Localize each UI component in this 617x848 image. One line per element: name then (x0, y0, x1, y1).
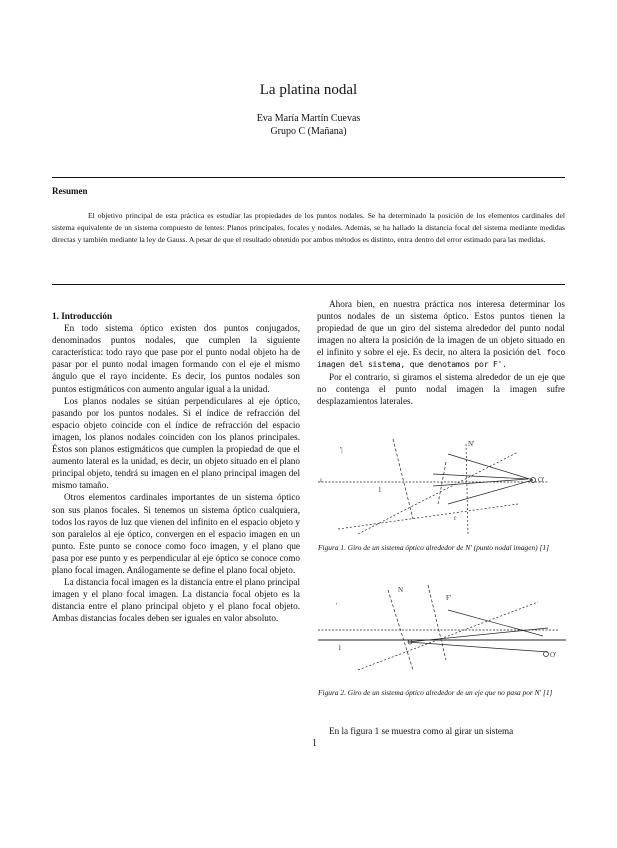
left-column (52, 310, 300, 624)
abstract-heading: Resumen (52, 186, 88, 196)
abstract-bottom-rule (52, 284, 565, 285)
figure-2 (318, 580, 568, 684)
svg-text:N': N' (468, 440, 475, 448)
paragraph: La distancia focal imagen es la distancia entre el plano principal imagen y el plano focal imagen. La distancia focal objeto es la distancia entre el plano principal objeto y el plano focal objeto. Ambas distancias focales deben ser iguales en valor absoluto. (52, 577, 300, 624)
svg-text:'|: '| (340, 446, 343, 454)
figure-1 (318, 434, 568, 538)
paragraph-text-mono: del foco imagen del sistema, que denotamos por F'. (317, 347, 566, 370)
section-heading: 1. Introducción (52, 311, 113, 321)
paragraph: Otros elementos cardinales importantes de un sistema óptico son sus planos focales. Si tenemos un sistema óptico cualquiera, todos los rayos de luz que vienen del infinito en el espacio objeto y son paralelos al eje óptico, convergen en el espacio imagen en un punto. Este punto se conoce como foco imagen, y el plano que pasa por ese punto y es perpendicular al eje óptico se conoce como plano focal imagen. Análogamente se define el plano focal objeto. (52, 492, 300, 575)
svg-text:O': O' (538, 476, 545, 484)
svg-text:1: 1 (378, 486, 382, 494)
paragraph: Los planos nodales se sitúan perpendiculares al eje óptico, pasando por los puntos nodales. Si el índice de refracción del espacio objeto coincide con el índice de refracción del espacio imagen, los planos nodales coinciden con los planos principales. Éstos son planos estigmáticos que cumplen la propiedad de que el aumento lateral es la unidad, es decir, un objeto situado en el plano principal objeto, tendrá su imagen en el plano principal imagen del mismo tamaño. (52, 395, 300, 491)
abstract-text (52, 210, 565, 246)
author-block (0, 112, 617, 138)
svg-text:F': F' (446, 594, 452, 602)
paper-title: La platina nodal (259, 82, 358, 98)
svg-text:1: 1 (338, 644, 342, 652)
author-name: Eva María Martín Cuevas (256, 113, 361, 124)
abstract-body: El objetivo principal de esta práctica es estudiar las propiedades de los puntos nodales. Se ha determinado la posición de los elementos cardinales del sistema equivalente de un sistema compuesto de lentes: Planos principales, focales y nodales. Además, se ha hallado la distancia focal del sistema mediante medidas directas y también mediante la ley de Gauss. A pesar de que el resultado obtenido por ambos métodos es distinto, entra dentro del error estimado para las medidas. (52, 211, 565, 244)
abstract-top-rule (52, 177, 565, 178)
paragraph: En todo sistema óptico existen dos puntos conjugados, denominados puntos nodales, que cumplen la siguiente característica: todo rayo que pase por el punto nodal objeto ha de pasar por el punto nodal imagen formando con el eje el mismo ángulo que el rayo incidente. Es decir, los puntos nodales son puntos estigmáticos con aumento angular igual a la unidad. (52, 323, 300, 394)
svg-text:r: r (454, 514, 457, 522)
figure-2-caption: Figura 2. Giro de un sistema óptico alrededor de un eje que no pasa por N' [1] (318, 688, 553, 697)
author-group: Grupo C (Mañana) (270, 126, 347, 137)
svg-text:O': O' (550, 651, 557, 659)
paragraph: En la figura 1 se muestra como al girar un sistema (329, 726, 514, 736)
paragraph-text: Ahora bien, en nuestra práctica nos interesa determinar los puntos nodales de un sistema óptico. Estos puntos tienen la propiedad de que un giro del sistema alrededor del punto nodal imagen no altera la posición de la imagen de un objeto situado en el infinito y sobre el eje. Es decir, no altera la posición (317, 299, 565, 358)
svg-text:N: N (398, 586, 404, 594)
figure-1-caption: Figura 1. Giro de un sistema óptico alrededor de N' (punto nodal imagen) [1] (318, 543, 549, 552)
paragraph: Por el contrario, si giramos el sistema alrededor de un eje que no contenga el punto nodal imagen la imagen sufre desplazamientos laterales. (317, 371, 565, 406)
page-number: 1 (312, 738, 317, 749)
svg-text:ı: ı (320, 476, 322, 484)
right-column-top (317, 298, 565, 407)
paragraph (317, 298, 565, 371)
right-column-bottom (317, 725, 565, 737)
svg-text:': ' (336, 602, 338, 610)
